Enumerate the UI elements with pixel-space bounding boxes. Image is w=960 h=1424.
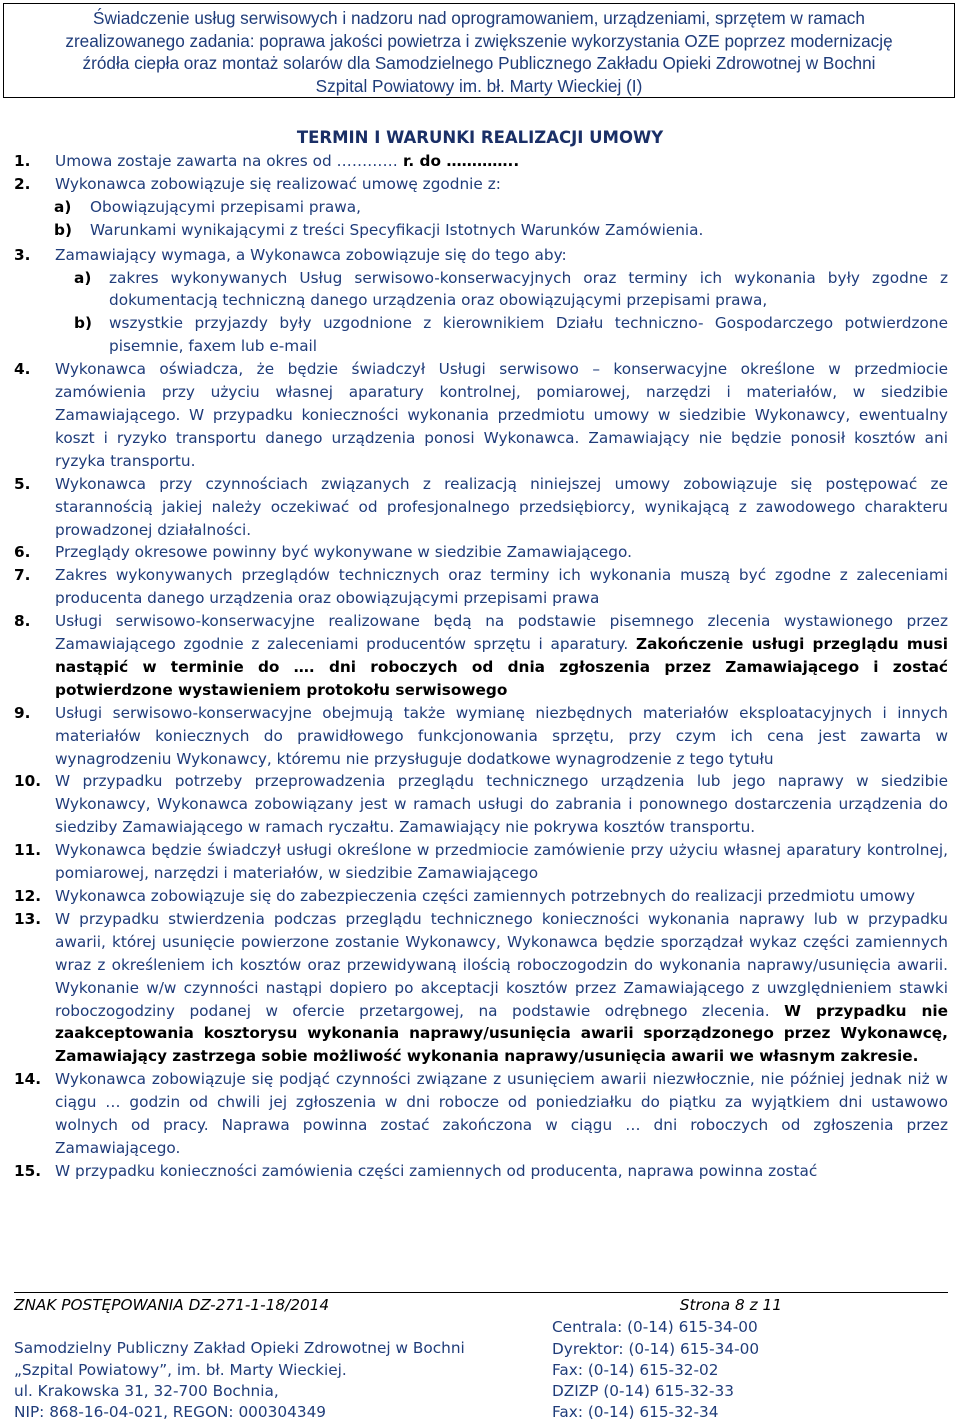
blank-date-start: …………: [336, 152, 398, 170]
footer-address: [14, 1317, 552, 1423]
clause-bold-text: W przypadku nie zaakceptowania kosztorysu wykonania naprawy/usunięcia awarii sporządzonego przez Wykonawcę, Zamawiający zastrzega sobie możliwość wykonania naprawy/usunięcia awarii we własnym zakresie.: [55, 1001, 949, 1066]
header-line: źródła ciepła oraz montaż solarów dla Samodzielnego Publicznego Zakładu Opieki Zdrowotnej w Bochni: [82, 53, 876, 74]
header-line: Szpital Powiatowy im. bł. Marty Wieckiej (I): [315, 75, 643, 96]
address-line: „Szpital Powiatowy”, im. bł. Marty Wieckiej.: [14, 1360, 347, 1379]
clause-number: 13.: [14, 909, 42, 928]
clause-text: Wykonawca zobowiązuje się do zabezpieczenia części zamiennych potrzebnych do realizacji przedmiotu umowy: [55, 887, 916, 905]
clause-number: 14.: [14, 1070, 42, 1089]
clause-number: 4.: [14, 360, 31, 379]
clause-text: Wykonawca zobowiązuje się podjąć czynności związane z usunięciem awarii niezwłocznie, nie później jednak niż w ciągu … godzin od chwili jej zgłoszenia w dni robocze od poniedziałku do piątku za wyjątkiem dni ustawowo wolnych od pracy. Naprawa powinna zostać zakończona w ciągu … dni roboczych od zgłoszenia przez Zamawiającego.: [55, 1070, 948, 1157]
clause-text: Usługi serwisowo-konserwacyjne obejmują także wymianę niezbędnych materiałów eksploatacyjnych i innych materiałów koniecznych do prawidłowego funkcjonowania sprzętu, przy czym ich cena jest zawarta w wynagrodzeniu Wykonawcy, któremu nie przysługuje dodatkowe wynagrodzenie z tego tytułu: [55, 703, 948, 768]
clause-text: Wykonawca oświadcza, że będzie świadczył Usługi serwisowo – konserwacyjne określone w przedmiocie zamówienia przy użyciu własnej aparatury kontrolnej, pomiarowej, narzędzi i materiałów, w siedzibie Zamawiającego. W przypadku konieczności wykonania przedmiotu umowy w siedzibie Wykonawcy, ewentualny koszt i ryzyko transportu danego urządzenia ponosi Wykonawca. Zamawiający nie będzie ponosił kosztów ani ryzyka transportu.: [55, 360, 948, 470]
sub-text: wszystkie przyjazdy były uzgodnione z kierownikiem Działu techniczno- Gospodarczego potwierdzone pisemnie, faxem lub e-mail: [109, 314, 948, 356]
contact-line: Dyrektor: (0-14) 615-34-00: [552, 1339, 760, 1358]
clause-15: [14, 1160, 948, 1183]
sub-item: [14, 312, 948, 358]
sub-text: zakres wykonywanych Usług serwisowo-konserwacyjnych oraz terminy ich wykonania były zgodne z dokumentacją techniczną danego urządzenia oraz obowiązującymi przepisami prawa,: [109, 268, 948, 310]
clause-number: 1.: [14, 152, 31, 170]
sub-label: a): [74, 268, 92, 287]
clause-12: [14, 885, 948, 908]
clause-number: 7.: [14, 566, 31, 585]
sub-item: [54, 196, 948, 219]
clause-14: [14, 1068, 948, 1160]
clause-text: Wykonawca przy czynnościach związanych z realizacją niniejszej umowy zobowiązuje się postępować ze starannością jakiej należy oczekiwać od profesjonalnego przedsiębiorcy, wynikającą z zawodowego charakteru prowadzonej działalności.: [55, 474, 948, 539]
sub-label: b): [54, 220, 72, 239]
clause-text: Przeglądy okresowe powinny być wykonywane w siedzibie Zamawiającego.: [55, 543, 632, 562]
clause-number: 15.: [14, 1161, 42, 1180]
clause-number: 8.: [14, 612, 31, 631]
clause-number: 6.: [14, 543, 31, 562]
clause-13: [14, 908, 948, 1068]
procedure-code: ZNAK POSTĘPOWANIA DZ-271-1-18/2014: [14, 1296, 330, 1314]
contact-line: Fax: (0-14) 615-32-34: [552, 1403, 719, 1422]
clause-text: W przypadku stwierdzenia podczas przeglądu technicznego konieczności wykonania naprawy lub w przypadku awarii, której usunięcie powierzone zostanie Wykonawcy, Wykonawca będzie sporządzał wykaz części zamiennych wraz z określeniem ich kosztów oraz przewidywaną ilością roboczogodzin do wykonania naprawy/usunięcia awarii. Wykonanie w/w czynności nastąpi dopiero po akceptacji kosztów przez Zamawiającego z uwzględnieniem stawki roboczogodziny podanej w ofercie przetargowej, na podstawie odrębnego zlecenia.: [55, 909, 948, 1020]
clause-text: W przypadku potrzeby przeprowadzenia przeglądu technicznego urządzenia lub jego naprawy w siedzibie Wykonawcy, Wykonawca zobowiązany jest w ramach usługi do zabrania i ponownego dostarczenia urządzenia do siedziby Zamawiającego w ramach ryczałtu. Zamawiający nie pokrywa kosztów transportu.: [55, 772, 948, 837]
clause-number: 12.: [14, 887, 42, 905]
clause-number: 9.: [14, 703, 31, 722]
clause-text: Zamawiający wymaga, a Wykonawca zobowiązuje się do tego aby:: [55, 245, 567, 264]
clause-number: 11.: [14, 841, 42, 860]
clause-1: [14, 150, 948, 173]
contact-line: DZIZP (0-14) 615-32-33: [552, 1382, 735, 1401]
page-number: Strona 8 z 11: [679, 1296, 782, 1314]
sub-text: Warunkami wynikającymi z treści Specyfikacji Istotnych Warunków Zamówienia.: [90, 220, 704, 239]
sub-label: a): [54, 197, 72, 216]
clause-text: Wykonawca będzie świadczył usługi określone w przedmiocie zamówienie przy użyciu własnej aparatury kontrolnej, pomiarowej, narzędzi i materiałów, w siedzibie Zamawiającego: [55, 841, 948, 883]
clause-3: [14, 244, 948, 359]
clause-4: [14, 358, 948, 473]
sub-item: [14, 267, 948, 313]
clause-2: [14, 173, 948, 242]
clause-11: [14, 839, 948, 885]
sub-label: b): [74, 314, 92, 333]
clause-7: [14, 564, 948, 610]
clause-text: W przypadku konieczności zamówienia części zamiennych od producenta, naprawa powinna zostać: [55, 1161, 818, 1180]
clause-number: 10.: [14, 772, 42, 791]
section-title: TERMIN I WARUNKI REALIZACJI UMOWY: [296, 128, 664, 147]
clause-10: [14, 770, 948, 839]
blank-date-end: …………..: [446, 152, 520, 170]
clause-text: Umowa zostaje zawarta na okres od: [55, 152, 337, 170]
clause-text: Wykonawca zobowiązuje się realizować umowę zgodnie z:: [55, 174, 501, 193]
document-header: [3, 3, 955, 98]
address-line: NIP: 868-16-04-021, REGON: 000304349: [14, 1403, 327, 1422]
clause-text: Usługi serwisowo-konserwacyjne realizowane będą na podstawie pisemnego zlecenia wystawionego przez Zamawiającego zgodnie z zaleceniami producentów sprzętu i aparatury.: [55, 612, 948, 654]
footer-top-row: [14, 1295, 948, 1316]
footer-columns: [14, 1317, 948, 1423]
document-body: [14, 150, 948, 1183]
address-line: ul. Krakowska 31, 32-700 Bochnia,: [14, 1381, 279, 1400]
sub-text: Obowiązującymi przepisami prawa,: [90, 197, 361, 216]
page-footer: [14, 1292, 948, 1424]
sub-item: [54, 219, 948, 242]
clause-5: [14, 473, 948, 542]
clause-text: r. do: [397, 152, 447, 170]
clause-text: Zakres wykonywanych przeglądów technicznych oraz terminy ich wykonania muszą być zgodne z zaleceniami producenta danego urządzenia oraz obowiązującymi przepisami prawa: [55, 566, 948, 608]
footer-contacts: [552, 1317, 948, 1423]
clause-number: 3.: [14, 245, 31, 264]
header-line: Świadczenie usług serwisowych i nadzoru nad oprogramowaniem, urządzeniami, sprzętem w ramach: [93, 8, 865, 28]
clause-6: [14, 541, 948, 564]
header-line: zrealizowanego zadania: poprawa jakości powietrza i zwiększenie wykorzystania OZE poprzez modernizację: [65, 30, 893, 51]
clause-bold-text: Zakończenie usługi przeglądu musi nastąpić w terminie do …. dni roboczych od dnia zgłoszenia przez Zamawiającego i zostać potwierdzone wystawieniem protokołu serwisowego: [55, 635, 949, 699]
clause-number: 2.: [14, 174, 31, 193]
contact-line: Fax: (0-14) 615-32-02: [552, 1360, 719, 1379]
clause-number: 5.: [14, 474, 31, 493]
clause-8: [14, 610, 948, 702]
contact-line: Centrala: (0-14) 615-34-00: [552, 1318, 758, 1337]
clause-9: [14, 702, 948, 771]
address-line: Samodzielny Publiczny Zakład Opieki Zdrowotnej w Bochni: [14, 1339, 465, 1358]
